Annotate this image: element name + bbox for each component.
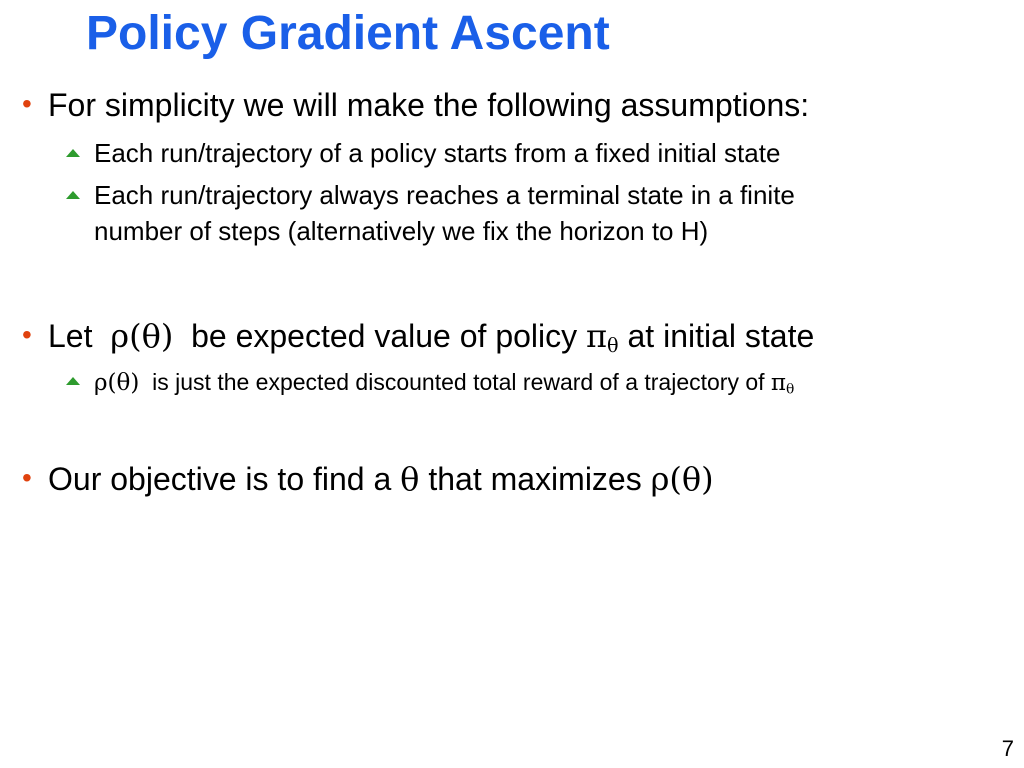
sub-bullet-triangle-icon [66,191,80,199]
paren-open: ( [107,370,117,396]
paren-open: ( [129,317,142,355]
paren-close: ) [160,317,174,355]
pi-symbol: π [586,317,608,355]
sub-bullet-text-line1: Each run/trajectory always reaches a terminal state in a finite [94,180,795,210]
theta-symbol: θ [400,460,420,498]
bullet-text: For simplicity we will make the following assumptions: [48,87,810,123]
sub-bullet-text: is just the expected discounted total reward of a trajectory of [152,369,765,395]
sub-bullet-text: Each run/trajectory of a policy starts from a fixed initial state [94,138,781,168]
pi-symbol: π [770,370,787,396]
theta-symbol: θ [141,317,161,355]
sub-bullet-fixed-initial-state [94,135,780,171]
sub-bullet-terminal-state [94,177,795,249]
theta-symbol: θ [681,460,702,498]
theta-symbol: θ [116,370,131,396]
bullet-objective [22,460,714,498]
bullet-let-rho [22,317,815,365]
paren-close: ) [701,460,714,498]
sub-bullet-triangle-icon [66,377,80,385]
bullet-dot-icon: • [22,88,32,119]
bullet-start-text: Our objective is to find a [48,461,392,497]
bullet-end-text: at initial state [627,318,815,354]
slide-title: Policy Gradient Ascent [86,7,610,60]
rho-symbol: ρ [110,317,130,355]
pi-subscript-theta: θ [786,381,795,398]
bullet-let-word: Let [48,318,93,354]
bullet-assumptions [22,86,810,124]
rho-symbol: ρ [94,370,108,396]
bullet-middle-text: be expected value of policy [191,318,578,354]
page-number: 7 [1001,736,1014,761]
sub-bullet-triangle-icon [66,149,80,157]
bullet-dot-icon: • [22,319,32,350]
rho-symbol: ρ [650,460,670,498]
bullet-middle-text: that maximizes [428,461,642,497]
sub-bullet-text-line2: number of steps (alternatively we fix the horizon to H) [94,216,709,246]
sub-bullet-rho-definition [94,363,794,407]
paren-open: ( [669,460,682,498]
bullet-dot-icon: • [22,462,32,493]
paren-close: ) [130,370,140,396]
pi-subscript-theta: θ [607,333,619,357]
